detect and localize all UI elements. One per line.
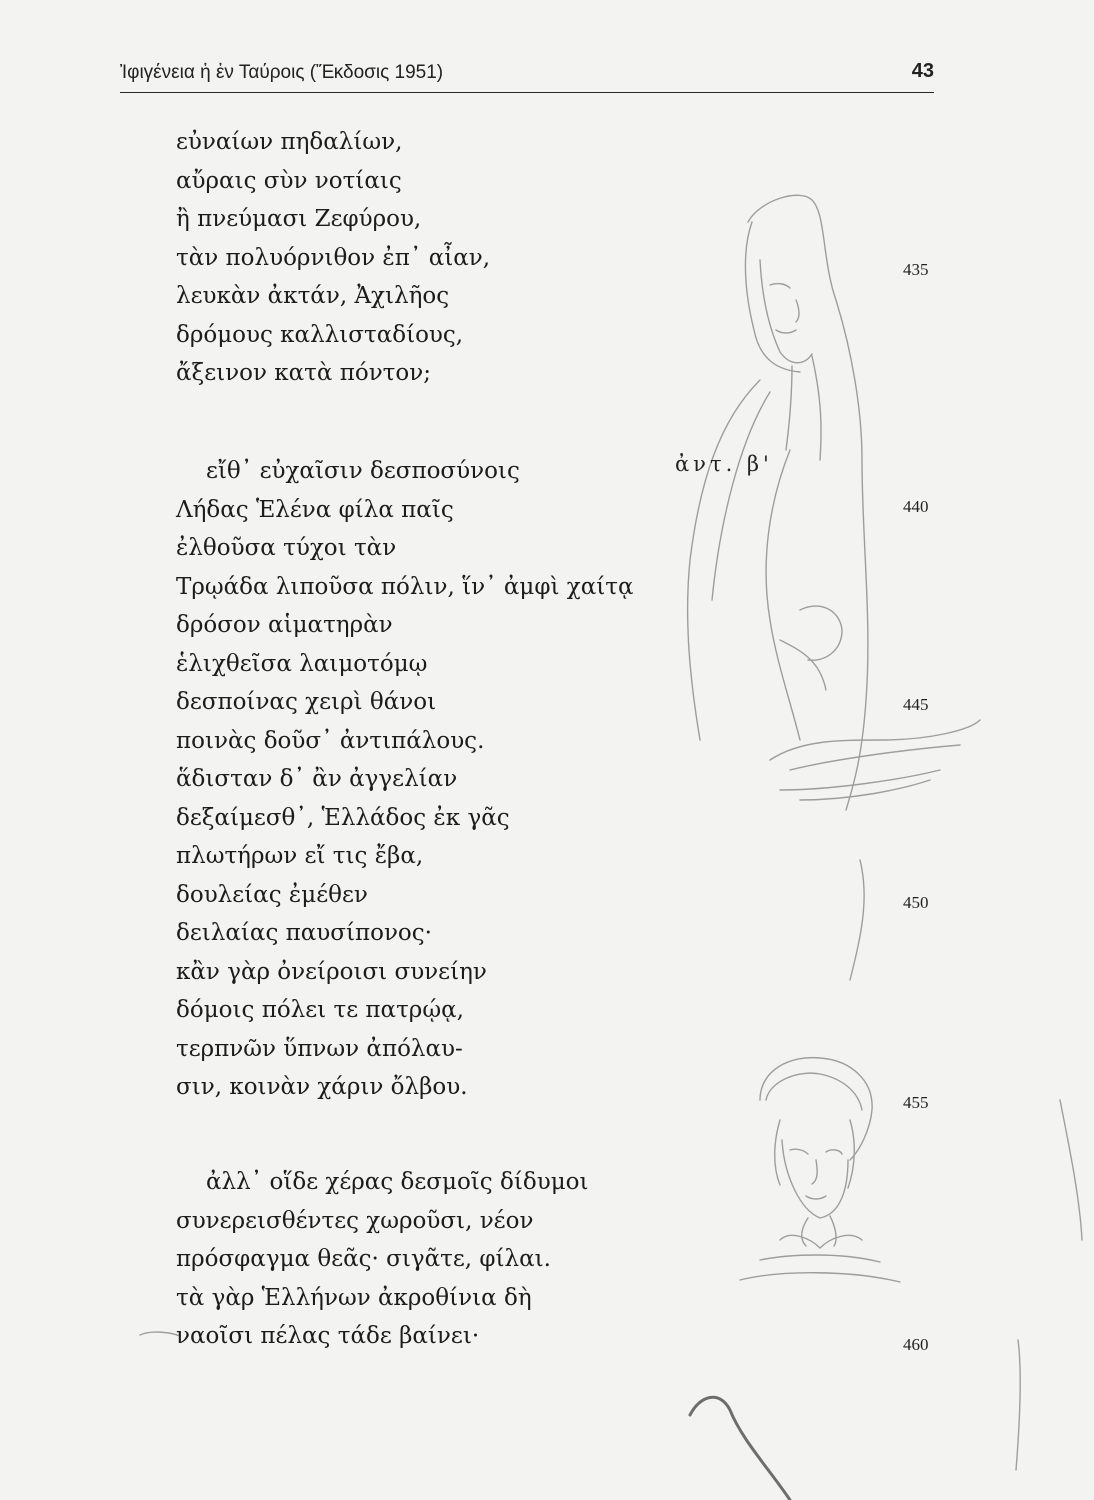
verse-line: δρόμους καλλισταδίους, bbox=[176, 321, 464, 348]
verse-line: ἄξεινον κατὰ πόντον; bbox=[176, 360, 431, 386]
verse-line: εἴθ᾽ εὐχαῖσιν δεσποσύνοις bbox=[206, 458, 520, 484]
verse-line: πρόσφαγμα θεᾶς· σιγᾶτε, φίλαι. bbox=[176, 1246, 551, 1272]
verse-line: συνερεισθέντες χωροῦσι, νέον bbox=[176, 1207, 534, 1234]
stanza-1 bbox=[176, 123, 490, 393]
book-title: Ἰφιγένεια ἡ ἐν Ταύροις (Ἔκδοσις 1951) bbox=[120, 62, 444, 83]
verse-line: δεσποίνας χειρὶ θάνοι bbox=[176, 689, 437, 715]
line-number: 455 bbox=[903, 1093, 929, 1112]
sketch-portrait-face bbox=[782, 1140, 848, 1218]
line-number: 460 bbox=[903, 1335, 929, 1354]
verse-line: ἀλλ᾽ οἵδε χέρας δεσμοῖς δίδυμοι bbox=[206, 1169, 589, 1195]
line-number: 445 bbox=[903, 695, 929, 714]
antistrophe-marker: ἀντ. β' bbox=[675, 452, 773, 476]
verse-line: Λήδας Ἑλένα φίλα παῖς bbox=[176, 496, 454, 523]
verse-line: ποινὰς δοῦσ᾽ ἀντιπάλους. bbox=[176, 727, 485, 754]
running-header bbox=[120, 58, 934, 93]
sketch-hood-outline bbox=[748, 195, 868, 810]
verse-line: τερπνῶν ὕπνων ἀπόλαυ- bbox=[176, 1035, 463, 1062]
sketch-cloak-left bbox=[688, 380, 760, 740]
verse-line: σιν, κοινὰν χάριν ὄλβου. bbox=[176, 1074, 468, 1100]
verse-line: αὔραις σὺν νοτίαις bbox=[176, 167, 402, 194]
verse-line: τὰν πολυόρνιθον ἐπ᾽ αἶαν, bbox=[176, 244, 491, 271]
sketch-portrait-collar bbox=[740, 1235, 900, 1282]
verse-line: κἂν γὰρ ὀνείροισι συνείην bbox=[176, 958, 487, 985]
stanza-3 bbox=[176, 1163, 589, 1356]
verse-line: δουλείας ἐμέθεν bbox=[176, 881, 368, 908]
sketch-face bbox=[760, 260, 812, 363]
verse-line: δεξαίμεσθ᾽, Ἑλλάδος ἐκ γᾶς bbox=[176, 804, 510, 831]
verse-line: τὰ γὰρ Ἑλλήνων ἀκροθίνια δὴ bbox=[176, 1284, 532, 1311]
line-number: 435 bbox=[903, 260, 929, 279]
verse-line: δειλαίας παυσίπονος· bbox=[176, 920, 432, 946]
verse-line: εὐναίων πηδαλίων, bbox=[176, 129, 403, 155]
page-number: 43 bbox=[911, 60, 934, 82]
sketch-portrait-hair bbox=[760, 1058, 872, 1160]
verse-line: Τρῳάδα λιποῦσα πόλιν, ἵν᾽ ἀμφὶ χαίτᾳ bbox=[176, 573, 634, 600]
sketch-scribble bbox=[770, 720, 980, 800]
stanza-2 bbox=[176, 452, 634, 1107]
verse-line: ἐλθοῦσα τύχοι τὰν bbox=[176, 535, 397, 561]
verse-line: ἢ πνεύμασι Ζεφύρου, bbox=[176, 206, 422, 232]
verse-line: ἑλιχθεῖσα λαιμοτόμῳ bbox=[176, 650, 428, 677]
sketch-bottom-shape bbox=[690, 1397, 790, 1500]
verse-line: δρόσον αἱματηρὰν bbox=[176, 612, 393, 638]
verse-line: ἅδισταν δ᾽ ἂν ἀγγελίαν bbox=[176, 766, 458, 792]
line-number: 440 bbox=[903, 497, 929, 516]
verse-line: πλωτήρων εἴ τις ἔβα, bbox=[176, 843, 424, 869]
verse-line: δόμοις πόλει τε πατρῴᾳ, bbox=[176, 997, 464, 1023]
verse-line: ναοῖσι πέλας τάδε βαίνει· bbox=[176, 1323, 480, 1349]
line-number: 450 bbox=[903, 893, 929, 912]
verse-line: λευκὰν ἀκτάν, Ἀχιλῆος bbox=[176, 283, 450, 309]
